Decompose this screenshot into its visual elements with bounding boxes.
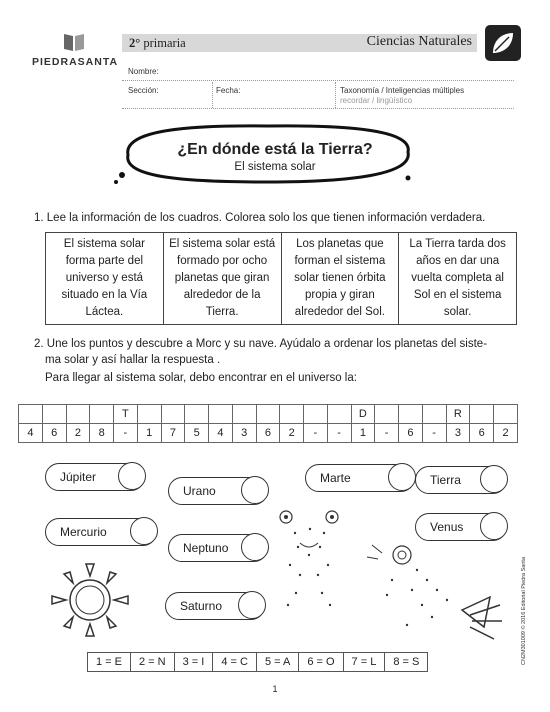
number-cell: 7	[161, 424, 185, 443]
planet-label: Saturno	[180, 599, 223, 613]
number-cell: 6	[256, 424, 280, 443]
rocket-dot-to-dot-icon	[362, 535, 512, 645]
number-cell: 3	[232, 424, 256, 443]
circle-slot[interactable]	[130, 517, 158, 545]
info-box[interactable]: La Tierra tarda dos años en dar una vuelta completa al Sol en el sistema solar.	[399, 233, 517, 325]
code-cell: 1 = E	[88, 653, 131, 672]
number-cell: 3	[446, 424, 470, 443]
number-cell: 6	[470, 424, 494, 443]
sun-icon	[40, 560, 140, 640]
divider	[122, 108, 514, 109]
planet-marte[interactable]	[305, 464, 415, 492]
leaf-icon	[485, 25, 521, 61]
answer-cell[interactable]	[90, 405, 114, 424]
number-cell: 1	[137, 424, 161, 443]
planet-jupiter[interactable]	[45, 463, 145, 491]
code-row	[88, 653, 428, 672]
subject-label: Ciencias Naturales	[366, 34, 472, 49]
planet-saturno[interactable]	[165, 592, 265, 620]
question-2-prompt: Para llegar al sistema solar, debo encontrar en el universo la:	[45, 372, 357, 384]
number-cell: 6	[399, 424, 423, 443]
publisher-logo: PIEDRASANTA	[32, 56, 119, 68]
planet-tierra[interactable]	[415, 466, 507, 494]
grade-label: 2° primaria	[129, 36, 186, 50]
side-note: CN2M301009 © 2016 Editorial Piedra Santa	[521, 556, 527, 665]
section-label: Sección:	[128, 86, 159, 95]
answer-cell[interactable]	[185, 405, 209, 424]
planet-urano[interactable]	[168, 477, 268, 505]
code-cell: 5 = A	[256, 653, 298, 672]
answer-cell[interactable]	[422, 405, 446, 424]
circle-slot[interactable]	[241, 476, 269, 504]
number-cell: 8	[90, 424, 114, 443]
planet-label: Tierra	[430, 473, 461, 487]
answer-grid	[18, 404, 518, 443]
book-logo-icon	[63, 32, 85, 52]
number-cell: -	[375, 424, 399, 443]
number-cell: 6	[42, 424, 66, 443]
number-row	[19, 424, 518, 443]
circle-slot[interactable]	[388, 463, 416, 491]
date-label: Fecha:	[216, 86, 241, 95]
letter-code-table	[87, 652, 428, 672]
answer-cell[interactable]	[375, 405, 399, 424]
code-cell: 2 = N	[131, 653, 175, 672]
info-box[interactable]: Los planetas que forman el sistema solar tienen órbita propia y giran alrededor del Sol.	[281, 233, 399, 325]
page-title: ¿En dónde está la Tierra?	[177, 141, 373, 158]
answer-cell[interactable]	[494, 405, 518, 424]
answer-cell[interactable]	[304, 405, 328, 424]
planet-label: Mercurio	[60, 525, 107, 539]
answer-cell[interactable]	[232, 405, 256, 424]
info-box[interactable]: El sistema solar forma parte del universo y está situado en la Vía Láctea.	[46, 233, 164, 325]
page-number: 1	[272, 684, 278, 694]
answer-row	[19, 405, 518, 424]
number-cell: -	[327, 424, 351, 443]
planet-label: Marte	[320, 471, 351, 485]
code-cell: 7 = L	[343, 653, 385, 672]
answer-cell[interactable]	[161, 405, 185, 424]
planet-label: Urano	[183, 484, 216, 498]
number-cell: 2	[66, 424, 90, 443]
answer-cell[interactable]	[280, 405, 304, 424]
answer-cell[interactable]	[399, 405, 423, 424]
answer-cell[interactable]	[66, 405, 90, 424]
answer-cell[interactable]	[470, 405, 494, 424]
page-subtitle: El sistema solar	[234, 161, 316, 173]
answer-cell[interactable]	[42, 405, 66, 424]
code-cell: 6 = O	[299, 653, 343, 672]
circle-slot[interactable]	[241, 533, 269, 561]
number-cell: 2	[494, 424, 518, 443]
info-boxes-table	[45, 232, 517, 325]
circle-slot[interactable]	[480, 465, 508, 493]
divider	[212, 82, 213, 108]
code-cell: 3 = I	[174, 653, 213, 672]
circle-slot[interactable]	[118, 462, 146, 490]
answer-cell[interactable]	[137, 405, 161, 424]
answer-cell[interactable]	[327, 405, 351, 424]
number-cell: 4	[209, 424, 233, 443]
planet-neptuno[interactable]	[168, 534, 268, 562]
answer-cell[interactable]	[209, 405, 233, 424]
planet-label: Neptuno	[183, 541, 229, 555]
info-box[interactable]: El sistema solar está formado por ocho planetas que giran alrededor de la Tierra.	[163, 233, 281, 325]
divider	[122, 80, 514, 81]
question-2-instruction-cont: ma solar y así hallar la respuesta .	[45, 354, 221, 366]
taxonomy-label: Taxonomía / Inteligencias múltiples	[340, 86, 465, 95]
answer-cell[interactable]: T	[114, 405, 138, 424]
planet-mercurio[interactable]	[45, 518, 157, 546]
number-cell: 2	[280, 424, 304, 443]
alien-dot-to-dot-icon	[270, 505, 350, 615]
question-2-instruction: 2. Une los puntos y descubre a Morc y su nave. Ayúdalo a ordenar los planetas del siste-	[34, 338, 488, 350]
taxonomy-value: recordar / lingüístico	[340, 96, 413, 105]
planet-label: Júpiter	[60, 470, 97, 484]
answer-cell[interactable]	[19, 405, 43, 424]
number-cell: 5	[185, 424, 209, 443]
answer-cell[interactable]: R	[446, 405, 470, 424]
number-cell: 1	[351, 424, 375, 443]
code-cell: 4 = C	[213, 653, 257, 672]
number-cell: -	[304, 424, 328, 443]
planet-label: Venus	[430, 520, 464, 534]
number-cell: -	[422, 424, 446, 443]
answer-cell[interactable]	[256, 405, 280, 424]
name-label: Nombre:	[128, 67, 159, 76]
number-cell: 4	[19, 424, 43, 443]
divider	[335, 82, 336, 108]
code-cell: 8 = S	[385, 653, 428, 672]
circle-slot[interactable]	[238, 591, 266, 619]
answer-cell[interactable]: D	[351, 405, 375, 424]
number-cell: -	[114, 424, 138, 443]
question-1-instruction: 1. Lee la información de los cuadros. Colorea solo los que tienen información verdadera.	[34, 212, 486, 224]
